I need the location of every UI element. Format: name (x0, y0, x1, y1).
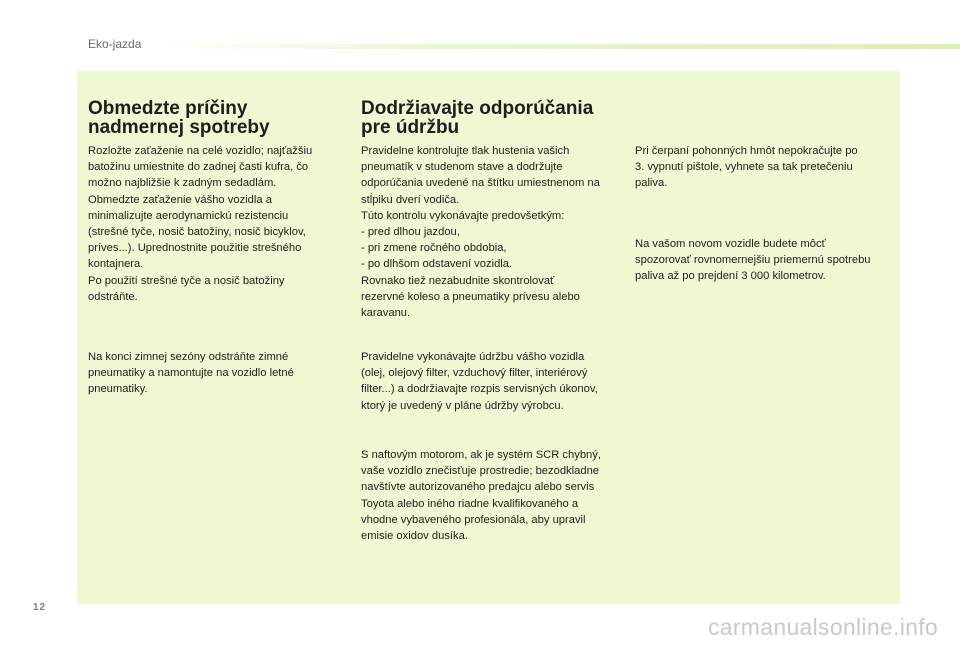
left-paragraph-2: Na konci zimnej sezóny odstráňte zimné pneumatiky a namontujte na vozidlo letné pneumatiky. (88, 351, 294, 396)
middle-heading: Dodržiavajte odporúčania pre údržbu (361, 98, 594, 138)
watermark: carmanualsonline.info (707, 614, 938, 640)
left-heading: Obmedzte príčiny nadmernej spotreby (88, 98, 270, 138)
right-paragraph-1: Pri čerpaní pohonných hmôt nepokračujte po 3. vypnutí pištole, vyhnete sa tak pretečeniu paliva. (635, 145, 858, 190)
section-tab: Eko-jazda (88, 37, 142, 51)
middle-paragraph-2: Pravidelne vykonávajte údržbu vášho vozidla (olej, olejový filter, vzduchový filter, interiérový filter...) a dodržiavajte rozpis servisných úkonov, ktorý je uvedený v pláne údržby výrobcu. (361, 351, 598, 412)
right-paragraph-2: Na vašom novom vozidle budete môcť spozorovať rovnomernejšiu priemernú spotrebu paliva až po prejdení 3 000 kilometrov. (635, 238, 871, 283)
middle-paragraph-1: Pravidelne kontrolujte tlak hustenia vašich pneumatík v studenom stave a dodržujte odporúčania uvedené na štítku umiestnenom na stĺpiku dverí vodiča. Túto kontrolu vykonávajte predovšetkým: - pred dlhou jazdou, - pri zmene ročného obdobia, - po dlhšom odstavení vozidla. Rovnako tiež nezabudnite skontrolovať rezervné koleso a pneumatiky prívesu alebo karavanu. (361, 145, 600, 320)
middle-paragraph-3: S naftovým motorom, ak je systém SCR chybný, vaše vozidlo znečisťuje prostredie; bezodkladne navštívte autorizovaného predajcu alebo servis Toyota alebo iného riadne kvalifikovaného a vhodne vybaveného profesionála, aby upravil emisie oxidov dusíka. (361, 449, 601, 543)
left-paragraph-1: Rozložte zaťaženie na celé vozidlo; najťažšiu batožinu umiestnite do zadnej časti kufra, čo možno najbližšie k zadným sedadlám. Obmedzte zaťaženie vášho vozidla a minimalizujte aerodynamickú rezistenciu (strešné tyče, nosič batožiny, nosič bicyklov, prívеs...). Uprednostnite použitie strešného kontajnera. Po použití strešné tyče a nosič batožiny odstráňte. (88, 145, 313, 303)
section-tab-bar (150, 44, 960, 49)
page-number: 12 (33, 602, 47, 613)
